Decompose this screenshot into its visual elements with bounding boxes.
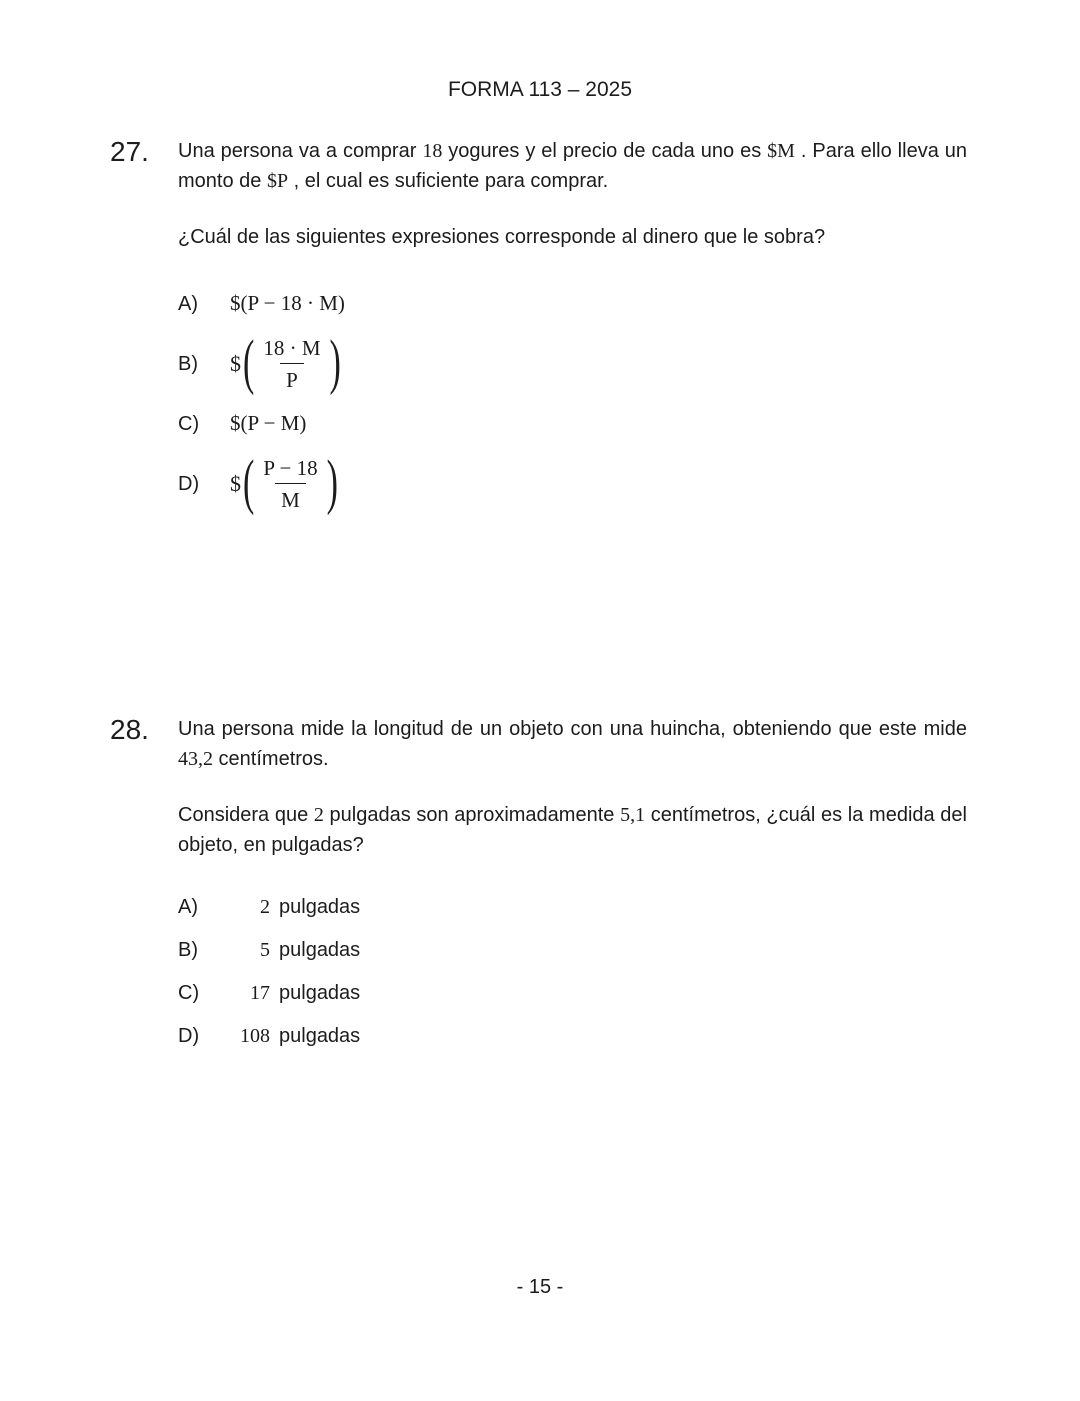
text-segment: yogures y el precio de cada uno es (442, 140, 768, 162)
math-value: $P (266, 170, 289, 192)
option-value: 2 (260, 896, 270, 918)
question-28-prompt (178, 800, 967, 860)
fraction (257, 335, 326, 394)
option-value: 5 (260, 939, 270, 961)
option-label: C) (178, 412, 200, 435)
fraction (257, 455, 323, 514)
text-segment: , el cual es suficiente para comprar. (288, 170, 609, 192)
option-27-d (178, 449, 967, 517)
option-label: D) (178, 1025, 200, 1047)
option-label: A) (178, 896, 198, 918)
math-value: 43,2 (178, 748, 213, 770)
math-value: 2 (313, 804, 324, 826)
question-27-number: 27. (110, 136, 149, 167)
text-segment: Considera que (178, 804, 314, 826)
form-title: FORMA 113 – 2025 (447, 78, 633, 101)
text-segment: centímetros, ¿cuál es la medida del objeto, en pulgadas? (178, 804, 967, 856)
fraction-denominator: M (275, 483, 306, 513)
option-label: B) (178, 352, 198, 375)
option-28-b (178, 935, 967, 965)
option-expression (230, 329, 342, 397)
question-28-options (178, 892, 967, 1051)
text-segment: Una persona mide la longitud de un objeto con una huincha, obteniendo que este mide (178, 718, 967, 740)
option-28-c (178, 978, 967, 1008)
right-paren: ) (326, 449, 338, 517)
page-header (0, 0, 1080, 102)
page-number: - 15 - (516, 1276, 564, 1298)
text-segment: pulgadas son aproximadamente (323, 804, 621, 826)
option-label: B) (178, 939, 198, 961)
left-paren: ( (243, 449, 255, 517)
option-27-c (178, 408, 967, 440)
question-28 (0, 714, 1080, 1064)
fraction-numerator: P − 18 (263, 455, 318, 480)
option-label: C) (178, 982, 200, 1004)
question-28-number: 28. (110, 714, 149, 745)
question-28-body (178, 714, 967, 1064)
math-value: $M (767, 140, 795, 162)
math-value: 5,1 (620, 804, 646, 826)
option-27-b (178, 329, 967, 397)
option-unit: pulgadas (279, 982, 361, 1004)
text-segment: centímetros. (213, 748, 329, 770)
option-27-a (178, 288, 967, 320)
page-footer (0, 1276, 1080, 1299)
question-28-statement (178, 714, 967, 774)
question-27-options (178, 288, 967, 517)
option-28-a (178, 892, 967, 922)
option-unit: pulgadas (279, 939, 361, 961)
option-expression (230, 449, 339, 517)
option-label: D) (178, 472, 200, 495)
option-label: A) (178, 292, 198, 315)
dollar-sign: $ (230, 471, 241, 497)
text-segment: Una persona va a comprar (178, 140, 423, 162)
question-27-prompt: ¿Cuál de las siguientes expresiones corresponde al dinero que le sobra? (178, 226, 826, 248)
option-value: 17 (250, 982, 270, 1004)
left-paren: ( (243, 329, 255, 397)
question-27-statement (178, 136, 967, 196)
dollar-sign: $ (230, 351, 241, 377)
question-27-body (178, 136, 967, 528)
option-28-d (178, 1021, 967, 1051)
math-value: 18 (422, 140, 443, 162)
question-27 (0, 136, 1080, 528)
option-unit: pulgadas (279, 1025, 361, 1047)
option-expression: $(P − M) (230, 411, 307, 435)
option-expression: $(P − 18 · M) (230, 291, 345, 315)
fraction-denominator: P (280, 363, 304, 393)
text-segment: . Para ello lleva un monto de (178, 140, 968, 192)
fraction-numerator: 18 · M (263, 335, 321, 360)
option-unit: pulgadas (279, 896, 361, 918)
right-paren: ) (329, 329, 341, 397)
option-value: 108 (240, 1025, 270, 1047)
